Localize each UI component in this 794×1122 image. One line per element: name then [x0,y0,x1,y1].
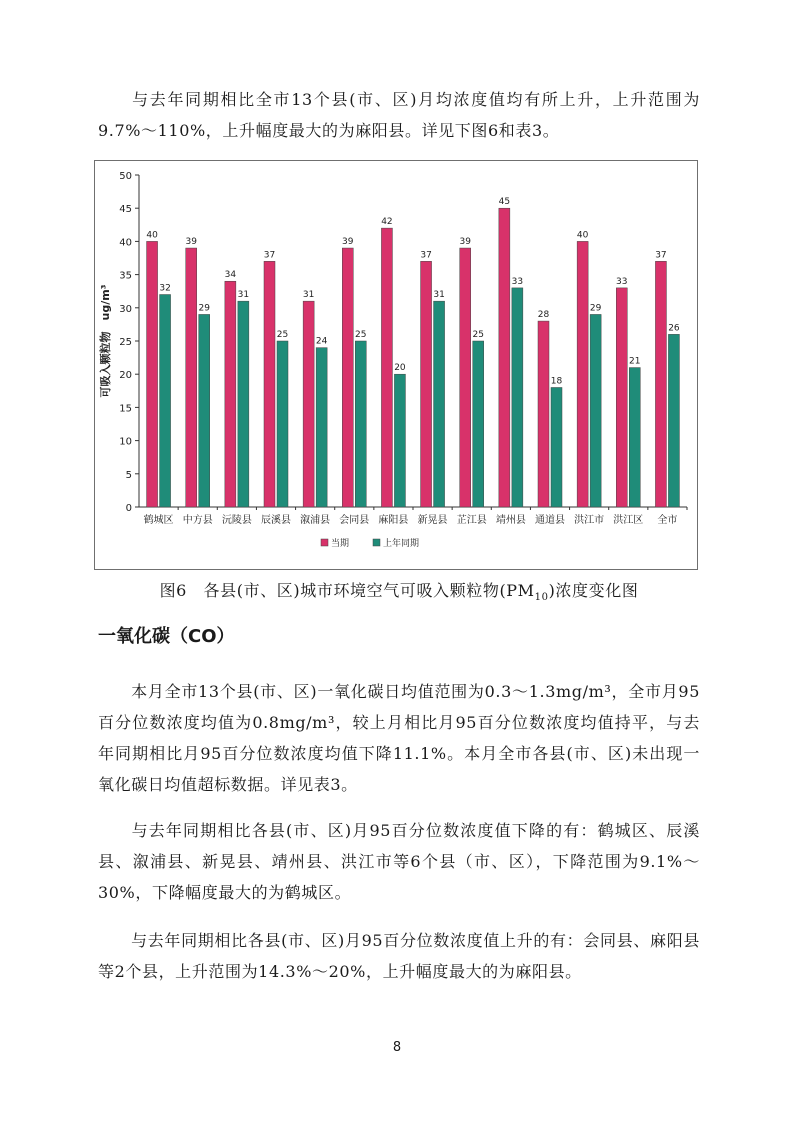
bar-current [147,241,158,507]
x-tick-label: 溆浦县 [300,515,331,526]
section-heading-co: 一氧化碳（CO） [98,626,235,647]
bar-current [264,261,275,507]
y-tick-label: 10 [119,436,132,448]
y-tick-label: 25 [119,337,132,348]
x-tick-label: 新晃县 [417,515,448,526]
bar-current [460,248,471,507]
legend-swatch [321,539,328,546]
y-tick-label: 30 [119,303,132,315]
bar-last-year [473,341,484,507]
data-label-last-year: 18 [550,376,563,387]
x-tick-label: 全市 [657,515,678,526]
y-tick-label: 15 [119,403,132,415]
data-label-last-year: 20 [394,363,406,374]
y-tick-label: 5 [125,469,132,481]
data-label-last-year: 31 [237,290,250,301]
y-axis-label: 可吸入颗粒物 ug/m³ [99,284,112,398]
x-tick-label: 中方县 [182,515,213,526]
x-tick-label: 洪江市 [574,515,605,526]
bar-current [655,261,666,507]
y-tick-label: 40 [119,237,132,249]
data-label-last-year: 29 [589,303,602,314]
y-tick-label: 45 [119,204,132,216]
legend-swatch [373,539,380,546]
x-tick-label: 麻阳县 [378,515,409,526]
x-tick-label: 通道县 [535,515,565,526]
bar-last-year [355,341,366,507]
bar-last-year [629,368,640,507]
data-label-current: 34 [224,270,237,281]
bar-current [499,208,510,507]
data-label-current: 45 [498,197,511,208]
bar-last-year [551,387,562,507]
data-label-last-year: 25 [276,330,289,340]
data-label-last-year: 26 [668,323,680,334]
y-tick-label: 35 [119,270,132,282]
bar-last-year [590,314,601,507]
co-paragraph-3: 与去年同期相比各县(市、区)月95百分位数浓度值上升的有：会同县、麻阳县等2个县，上升范围为14.3%～20%，上升幅度最大的为麻阳县。 [98,931,700,981]
bar-last-year [434,301,445,507]
y-tick-label: 20 [119,370,132,382]
data-label-current: 33 [616,276,628,287]
bar-current [381,228,392,507]
data-label-current: 31 [302,290,315,301]
data-label-current: 40 [146,230,158,241]
y-tick-label: 0 [125,503,132,514]
data-label-current: 37 [263,250,276,261]
intro-paragraph: 与去年同期相比全市13个县(市、区)月均浓度值均有所上升，上升范围为9.7%～110%，上升幅度最大的为麻阳县。详见下图6和表3。 [98,90,700,140]
data-label-last-year: 24 [315,336,328,347]
bar-current [577,241,588,507]
data-label-last-year: 29 [198,303,210,314]
bar-last-year [160,295,171,507]
x-tick-label: 辰溪县 [261,515,291,526]
bar-current [186,248,197,507]
data-label-current: 39 [185,237,197,248]
x-tick-label: 洪江区 [613,515,644,526]
data-label-current: 39 [459,237,471,248]
bar-last-year [394,374,405,507]
x-tick-label: 芷江县 [456,515,487,526]
data-label-current: 39 [342,237,354,248]
data-label-current: 42 [381,217,393,228]
bar-last-year [668,334,679,507]
bar-last-year [277,341,288,507]
data-label-last-year: 21 [629,356,641,367]
bar-current [303,301,314,507]
x-tick-label: 靖州县 [495,515,526,526]
y-tick-label: 50 [119,171,132,182]
data-label-current: 28 [537,310,550,321]
bar-current [421,261,432,507]
bar-current [616,288,627,507]
x-tick-label: 鹤城区 [143,515,174,526]
data-label-last-year: 33 [511,276,524,287]
data-label-last-year: 25 [472,330,484,340]
x-tick-label: 会同县 [339,515,370,526]
bar-last-year [512,288,523,507]
co-paragraph-1: 本月全市13个县(市、区)一氧化碳日均值范围为0.3～1.3mg/m³，全市月95百分位数浓度均值为0.8mg/m³，较上月相比月95百分位数浓度均值持平，与去年同期相比月95百分位数浓度均值下降11.1%。本月全市各县(市、区)未出现一氧化碳日均值超标数据。详见表3。 [98,682,700,794]
data-label-last-year: 25 [355,330,367,340]
bar-current [342,248,353,507]
data-label-last-year: 31 [433,290,445,301]
data-label-last-year: 32 [159,283,171,294]
page-number: 8 [392,1040,402,1055]
data-label-current: 37 [655,250,667,261]
data-label-current: 37 [420,250,432,261]
bar-last-year [316,348,327,507]
figure-caption: 图6 各县(市、区)城市环境空气可吸入颗粒物$(PM_{10})$浓度变化图 [159,581,639,604]
bar-last-year [238,301,249,507]
bar-current [538,321,549,507]
bar-current [225,281,236,507]
data-label-current: 40 [576,230,589,241]
chart-canvas [95,161,697,569]
bar-last-year [199,314,210,507]
legend-label: 当期 [331,539,350,549]
pm10-bar-chart [94,160,698,570]
legend-label: 上年同期 [383,539,420,549]
co-paragraph-2: 与去年同期相比各县(市、区)月95百分位数浓度值下降的有：鹤城区、辰溪县、溆浦县、新晃县、靖州县、洪江市等6个县（市、区），下降范围为9.1%～30%，下降幅度最大的为鹤城区。 [98,821,700,902]
x-tick-label: 沅陵县 [221,515,252,526]
